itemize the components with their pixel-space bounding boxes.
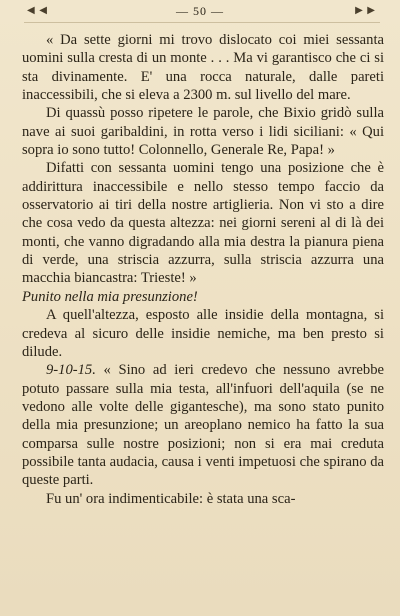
paragraph-4: A quell'altezza, esposto alle insidie della montagna, si credeva al sicuro delle insidie nemiche, ma ben presto si dilude.	[22, 307, 384, 360]
header-divider	[24, 22, 380, 23]
paragraph-2: Di quassù posso ripetere le parole, che Bixio gridò sulla nave ai suoi garibaldini, in rotta verso i lidi siciliani: « Qui sopra io sono tutto! Colonnello, Generale Re, Papa! »	[22, 105, 384, 159]
next-page-arrows-icon[interactable]: ▶ ▶	[355, 5, 376, 16]
page-number: — 50 —	[176, 4, 224, 18]
paragraph-1: « Da sette giorni mi trovo dislocato coi miei sessanta uomini sulla cresta di un monte . . . Ma vi garantisco che ci si sta divinamente. E' una rocca naturale, dalle pareti inaccessibili, che si eleva a 2300 m. sul livello del mare.	[22, 32, 384, 104]
body-text	[22, 31, 384, 508]
paragraph-3: Difatti con sessanta uomini tengo una posizione che è addirittura inaccessibile e nello stesso tempo faccio da osservatorio ai tiri della nostre artiglieria. Non vi sto a dire che cosa vedo da questa altezza: nei giorni sereni al di là dei monti, che vanno digradando alla mia destra la pianura piena di verde, una striscia azzurra, sulla striscia azzurra una macchia biancastra: Trieste! »	[22, 160, 384, 287]
section-title: Punito nella mia presunzione!	[22, 288, 198, 305]
last-line: Fu un' ora indimenticabile: è stata una sca-	[46, 490, 296, 507]
running-head	[0, 4, 400, 20]
entry-text: « Sino ad ieri credevo che nessuno avrebbe potuto passare sulla mia testa, all'infuori dell'aquila (se ne vedono alle volte delle gigantesche), ma sono stato punito della mia presunzione; un areoplano nemico ha fatto la sua comparsa sulle nostre posizioni; non si era mai creduta possibile tanta audacia, causa i venti impetuosi che spirano da queste parti.	[22, 362, 384, 489]
entry-date: 9-10-15.	[46, 362, 96, 379]
dated-entry	[22, 361, 384, 489]
previous-page-arrows-icon[interactable]: ◀ ◀	[27, 5, 48, 16]
